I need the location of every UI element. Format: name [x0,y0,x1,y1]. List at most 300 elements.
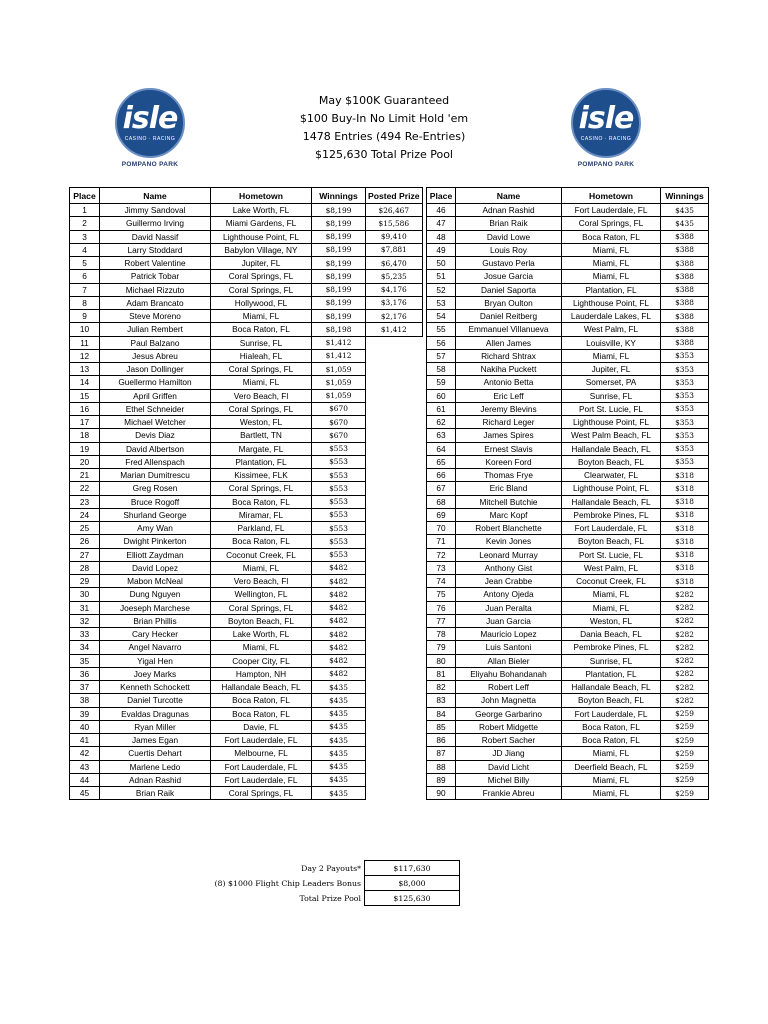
table-row [427,760,709,773]
name-cell: Nakiha Puckett [456,363,562,376]
table-row [427,734,709,747]
place-cell: 52 [427,283,456,296]
table-row [427,628,709,641]
posted-prize-cell: $4,176 [366,283,423,296]
winnings-cell: $1,059 [312,363,366,376]
table-row [427,310,709,323]
hometown-cell: Lighthouse Point, FL [562,416,661,429]
winnings-cell: $8,198 [312,323,366,336]
name-cell: Evaldas Dragunas [100,707,211,720]
name-cell: Patrick Tobar [100,270,211,283]
hometown-cell: Weston, FL [562,614,661,627]
posted-prize-cell: $7,881 [366,243,423,256]
name-cell: Richard Shtrax [456,349,562,362]
table-row [70,720,423,733]
place-cell: 86 [427,734,456,747]
hometown-cell: Sunrise, FL [562,389,661,402]
hometown-cell: Plantation, FL [562,667,661,680]
table-row [70,243,423,256]
place-cell: 69 [427,508,456,521]
place-cell: 64 [427,442,456,455]
name-cell: Bryan Oulton [456,296,562,309]
place-cell: 19 [70,442,100,455]
table-row [70,667,423,680]
logo-badge [115,88,185,158]
col-name: Name [456,188,562,204]
summary-label: Day 2 Payouts* [301,863,361,873]
name-cell: Dwight Pinkerton [100,535,211,548]
table-row [70,535,423,548]
winnings-cell: $259 [661,720,709,733]
place-cell: 11 [70,336,100,349]
hometown-cell: Coral Springs, FL [211,601,312,614]
place-cell: 74 [427,575,456,588]
winnings-cell: $353 [661,349,709,362]
winnings-cell: $435 [661,217,709,230]
col-winnings: Winnings [312,188,366,204]
table-row [70,230,423,243]
table-row [427,469,709,482]
table-header-row [427,188,709,204]
name-cell: Marlene Ledo [100,760,211,773]
name-cell: Brian Raik [456,217,562,230]
hometown-cell: Dania Beach, FL [562,628,661,641]
place-cell: 89 [427,773,456,786]
name-cell: Frankie Abreu [456,787,562,800]
name-cell: Anthony Gist [456,561,562,574]
name-cell: Shurland George [100,508,211,521]
place-cell: 14 [70,376,100,389]
table-row [427,601,709,614]
winnings-cell: $482 [312,588,366,601]
place-cell: 26 [70,535,100,548]
table-row [427,243,709,256]
hometown-cell: West Palm, FL [562,561,661,574]
results-body-left [70,204,423,800]
name-cell: Antony Ojeda [456,588,562,601]
winnings-cell: $553 [312,548,366,561]
winnings-cell: $318 [661,469,709,482]
place-cell: 65 [427,455,456,468]
winnings-cell: $8,199 [312,270,366,283]
place-cell: 28 [70,561,100,574]
table-row [427,522,709,535]
place-cell: 73 [427,561,456,574]
place-cell: 62 [427,416,456,429]
hometown-cell: Davie, FL [211,720,312,733]
hometown-cell: Coral Springs, FL [211,283,312,296]
table-row [427,283,709,296]
posted-prize-cell [366,416,423,429]
table-row [427,681,709,694]
table-header-row [70,188,423,204]
summary-value: $117,630 [365,861,460,876]
place-cell: 68 [427,495,456,508]
table-row [70,204,423,217]
posted-prize-cell [366,641,423,654]
winnings-cell: $670 [312,429,366,442]
posted-prize-cell [366,442,423,455]
place-cell: 43 [70,760,100,773]
table-row [427,363,709,376]
posted-prize-cell [366,469,423,482]
table-row [70,694,423,707]
name-cell: Guellermo Hamilton [100,376,211,389]
table-row [427,495,709,508]
posted-prize-cell [366,760,423,773]
winnings-cell: $282 [661,601,709,614]
winnings-cell: $282 [661,628,709,641]
name-cell: Greg Rosen [100,482,211,495]
name-cell: Juan Peralta [456,601,562,614]
hometown-cell: Hallandale Beach, FL [562,495,661,508]
logo-caption: POMPANO PARK [577,161,635,168]
table-row [427,270,709,283]
name-cell: Fred Allenspach [100,455,211,468]
hometown-cell: Boca Raton, FL [211,535,312,548]
place-cell: 83 [427,694,456,707]
hometown-cell: Coconut Creek, FL [562,575,661,588]
winnings-cell: $388 [661,230,709,243]
posted-prize-cell: $2,176 [366,310,423,323]
logo-badge [571,88,641,158]
posted-prize-cell [366,654,423,667]
name-cell: Gustavo Perla [456,257,562,270]
winnings-cell: $353 [661,455,709,468]
posted-prize-cell [366,548,423,561]
results-body-right [427,204,709,800]
place-cell: 48 [427,230,456,243]
winnings-cell: $435 [312,681,366,694]
table-row [427,575,709,588]
name-cell: Richard Leger [456,416,562,429]
place-cell: 22 [70,482,100,495]
table-row [70,681,423,694]
hometown-cell: Miami, FL [562,257,661,270]
place-cell: 77 [427,614,456,627]
name-cell: Adnan Rashid [100,773,211,786]
name-cell: Robert Leff [456,681,562,694]
table-row [427,389,709,402]
table-row [70,323,423,336]
name-cell: Juan Garcia [456,614,562,627]
name-cell: Leonard Murray [456,548,562,561]
winnings-cell: $318 [661,495,709,508]
hometown-cell: Coconut Creek, FL [211,548,312,561]
place-cell: 16 [70,402,100,415]
place-cell: 39 [70,707,100,720]
table-row [70,707,423,720]
table-row [70,363,423,376]
place-cell: 88 [427,760,456,773]
winnings-cell: $435 [312,707,366,720]
winnings-cell: $553 [312,522,366,535]
hometown-cell: Melbourne, FL [211,747,312,760]
name-cell: Mauricio Lopez [456,628,562,641]
winnings-cell: $282 [661,641,709,654]
name-cell: Yigal Hen [100,654,211,667]
table-row [70,614,423,627]
winnings-cell: $435 [312,720,366,733]
winnings-cell: $282 [661,681,709,694]
table-row [70,588,423,601]
name-cell: Brian Phillis [100,614,211,627]
place-cell: 50 [427,257,456,270]
table-row [427,349,709,362]
place-cell: 71 [427,535,456,548]
name-cell: David Lowe [456,230,562,243]
summary-label: (8) $1000 Flight Chip Leaders Bonus [214,878,361,888]
winnings-cell: $259 [661,747,709,760]
col-place: Place [427,188,456,204]
hometown-cell: Hampton, NH [211,667,312,680]
hometown-cell: Miami, FL [562,747,661,760]
table-row [427,667,709,680]
summary-value: $125,630 [365,891,460,906]
hometown-cell: Jupiter, FL [562,363,661,376]
place-cell: 59 [427,376,456,389]
name-cell: Luis Santoni [456,641,562,654]
name-cell: Allen James [456,336,562,349]
place-cell: 15 [70,389,100,402]
place-cell: 41 [70,734,100,747]
posted-prize-cell [366,495,423,508]
winnings-cell: $282 [661,667,709,680]
hometown-cell: West Palm, FL [562,323,661,336]
posted-prize-cell [366,694,423,707]
place-cell: 13 [70,363,100,376]
hometown-cell: Boyton Beach, FL [562,455,661,468]
hometown-cell: Miami, FL [562,601,661,614]
hometown-cell: Miami, FL [562,773,661,786]
table-row [427,787,709,800]
hometown-cell: Port St. Lucie, FL [562,402,661,415]
winnings-cell: $670 [312,416,366,429]
name-cell: Michel Billy [456,773,562,786]
winnings-cell: $388 [661,310,709,323]
table-row [427,217,709,230]
posted-prize-cell [366,336,423,349]
table-row [427,694,709,707]
name-cell: Antonio Betta [456,376,562,389]
posted-prize-cell [366,707,423,720]
place-cell: 25 [70,522,100,535]
place-cell: 24 [70,508,100,521]
winnings-cell: $1,059 [312,389,366,402]
hometown-cell: Hallandale Beach, FL [211,681,312,694]
posted-prize-cell: $15,586 [366,217,423,230]
table-row [70,402,423,415]
winnings-cell: $318 [661,561,709,574]
payout-summary [175,860,460,906]
place-cell: 46 [427,204,456,217]
winnings-cell: $318 [661,535,709,548]
name-cell: Larry Stoddard [100,243,211,256]
hometown-cell: Miami, FL [211,641,312,654]
winnings-cell: $435 [661,204,709,217]
hometown-cell: Coral Springs, FL [562,217,661,230]
winnings-cell: $8,199 [312,310,366,323]
name-cell: Cary Hecker [100,628,211,641]
name-cell: Michael Rizzuto [100,283,211,296]
name-cell: Jason Dollinger [100,363,211,376]
place-cell: 84 [427,707,456,720]
table-row [70,548,423,561]
table-row [427,707,709,720]
winnings-cell: $435 [312,773,366,786]
place-cell: 33 [70,628,100,641]
winnings-cell: $353 [661,442,709,455]
table-row [427,455,709,468]
winnings-cell: $353 [661,402,709,415]
place-cell: 78 [427,628,456,641]
hometown-cell: Hollywood, FL [211,296,312,309]
table-row [70,522,423,535]
table-row [70,270,423,283]
place-cell: 18 [70,429,100,442]
name-cell: Ernest Slavis [456,442,562,455]
table-row [427,442,709,455]
table-row [70,389,423,402]
name-cell: Kevin Jones [456,535,562,548]
table-row [70,283,423,296]
table-row [70,482,423,495]
table-row [427,641,709,654]
place-cell: 82 [427,681,456,694]
posted-prize-cell [366,614,423,627]
name-cell: Cuertis Dehart [100,747,211,760]
place-cell: 70 [427,522,456,535]
table-row [427,230,709,243]
place-cell: 67 [427,482,456,495]
winnings-cell: $553 [312,535,366,548]
winnings-cell: $482 [312,628,366,641]
place-cell: 12 [70,349,100,362]
place-cell: 75 [427,588,456,601]
name-cell: Jeremy Blevins [456,402,562,415]
winnings-cell: $353 [661,429,709,442]
table-row [427,296,709,309]
winnings-cell: $670 [312,402,366,415]
name-cell: Paul Balzano [100,336,211,349]
hometown-cell: Miami, FL [562,243,661,256]
hometown-cell: Fort Lauderdale, FL [562,204,661,217]
name-cell: Louis Roy [456,243,562,256]
winnings-cell: $8,199 [312,204,366,217]
hometown-cell: Lake Worth, FL [211,204,312,217]
col-hometown: Hometown [211,188,312,204]
name-cell: Angel Navarro [100,641,211,654]
name-cell: Daniel Reitberg [456,310,562,323]
name-cell: Kenneth Schockett [100,681,211,694]
name-cell: James Spires [456,429,562,442]
hometown-cell: Lake Worth, FL [211,628,312,641]
place-cell: 32 [70,614,100,627]
winnings-cell: $259 [661,734,709,747]
hometown-cell: Boca Raton, FL [562,734,661,747]
table-row [70,455,423,468]
name-cell: Eric Bland [456,482,562,495]
winnings-cell: $388 [661,323,709,336]
place-cell: 49 [427,243,456,256]
col-hometown: Hometown [562,188,661,204]
header-line-3: 1478 Entries (494 Re-Entries) [302,130,466,143]
hometown-cell: Boca Raton, FL [211,495,312,508]
hometown-cell: Babylon Village, NY [211,243,312,256]
hometown-cell: Clearwater, FL [562,469,661,482]
name-cell: Elliott Zaydman [100,548,211,561]
name-cell: Guillermo Irving [100,217,211,230]
place-cell: 81 [427,667,456,680]
place-cell: 47 [427,217,456,230]
winnings-cell: $388 [661,336,709,349]
place-cell: 29 [70,575,100,588]
winnings-cell: $353 [661,376,709,389]
winnings-cell: $318 [661,482,709,495]
table-row [70,734,423,747]
winnings-cell: $282 [661,588,709,601]
place-cell: 31 [70,601,100,614]
name-cell: David Licht [456,760,562,773]
summary-value: $8,000 [365,876,460,891]
hometown-cell: Miami, FL [211,561,312,574]
posted-prize-cell [366,601,423,614]
hometown-cell: Boca Raton, FL [211,707,312,720]
name-cell: David Nassif [100,230,211,243]
name-cell: Joeseph Marchese [100,601,211,614]
place-cell: 40 [70,720,100,733]
summary-row [175,891,460,906]
hometown-cell: Margate, FL [211,442,312,455]
place-cell: 87 [427,747,456,760]
table-row [70,495,423,508]
winnings-cell: $553 [312,495,366,508]
place-cell: 30 [70,588,100,601]
table-row [70,429,423,442]
isle-logo-left [112,88,188,168]
winnings-cell: $353 [661,389,709,402]
name-cell: Marian Dumitrescu [100,469,211,482]
posted-prize-cell: $3,176 [366,296,423,309]
summary-row [175,861,460,876]
posted-prize-cell [366,720,423,733]
winnings-cell: $553 [312,442,366,455]
posted-prize-cell [366,773,423,786]
name-cell: David Albertson [100,442,211,455]
winnings-cell: $318 [661,508,709,521]
winnings-cell: $8,199 [312,243,366,256]
hometown-cell: Hialeah, FL [211,349,312,362]
winnings-cell: $318 [661,575,709,588]
posted-prize-cell [366,363,423,376]
table-row [70,376,423,389]
posted-prize-cell: $5,235 [366,270,423,283]
hometown-cell: Fort Lauderdale, FL [562,707,661,720]
table-row [70,641,423,654]
winnings-cell: $259 [661,760,709,773]
winnings-cell: $1,412 [312,336,366,349]
winnings-cell: $282 [661,614,709,627]
winnings-cell: $435 [312,734,366,747]
place-cell: 8 [70,296,100,309]
hometown-cell: Fort Lauderdale, FL [211,734,312,747]
event-header [234,92,534,164]
table-row [70,575,423,588]
table-row [427,429,709,442]
winnings-cell: $259 [661,773,709,786]
place-cell: 53 [427,296,456,309]
name-cell: Mabon McNeal [100,575,211,588]
